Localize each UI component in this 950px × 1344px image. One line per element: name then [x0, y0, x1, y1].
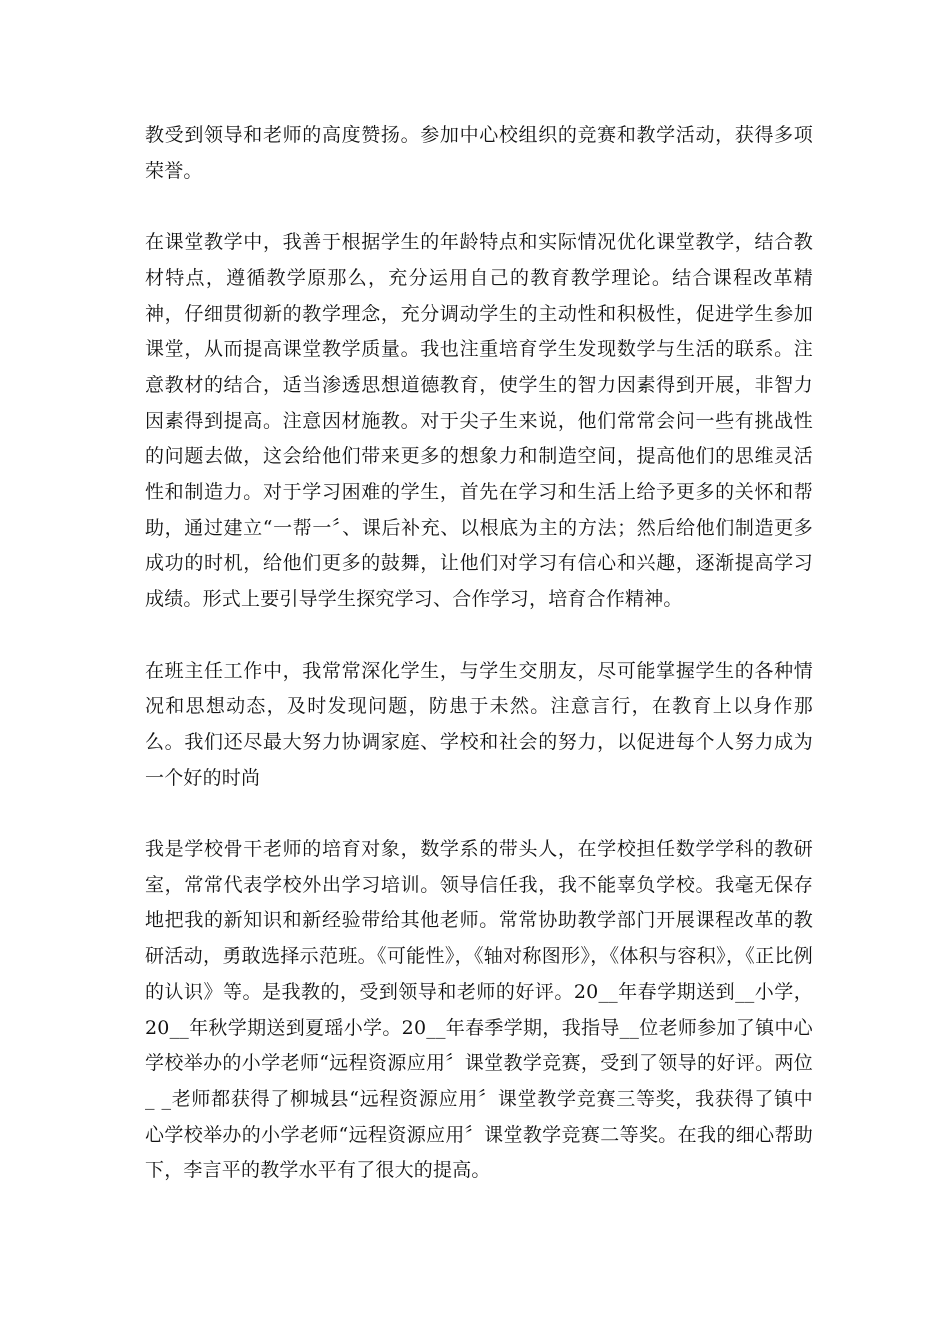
paragraph-backbone-teacher: 我是学校骨干老师的培育对象，数学系的带头人，在学校担任数学学科的教研室，常常代表学校外出学习培训。领导信任我，我不能辜负学校。我毫无保存地把我的新知识和新经验带给其他老师。常常协助教学部门开展课程改革的教研活动，勇敢选择示范班。《可能性》，《轴对称图形》，《体积与容积》，《正比例的认识》等。是我教的，受到领导和老师的好评。20__年春学期送到__小学，20__年秋学期送到夏瑶小学。20__年春季学期，我指导__位老师参加了镇中心学校举办的小学老师“远程资源应用〞课堂教学竞赛，受到了领导的好评。两位_ _老师都获得了柳城县“远程资源应用〞课堂教学竞赛三等奖，我获得了镇中心学校举办的小学老师“远程资源应用〞课堂教学竞赛二等奖。在我的细心帮助下，李言平的教学水平有了很大的提高。	[145, 838, 813, 1182]
paragraph-honors: 教受到领导和老师的高度赞扬。参加中心校组织的竞赛和教学活动，获得多项荣誉。	[145, 124, 813, 182]
paragraph-head-teacher-work: 在班主任工作中，我常常深化学生，与学生交朋友，尽可能掌握学生的各种情况和思想动态，及时发现问题，防患于未然。注意言行，在教育上以身作那么。我们还尽最大努力协调家庭、学校和社会的努力，以促进每个人努力成为一个好的时尚	[145, 659, 813, 789]
paragraph-classroom-teaching: 在课堂教学中，我善于根据学生的年龄特点和实际情况优化课堂教学，结合教材特点，遵循教学原那么，充分运用自己的教育教学理论。结合课程改革精神，仔细贯彻新的教学理念，充分调动学生的主动性和积极性，促进学生参加课堂，从而提高课堂教学质量。我也注重培育学生发现数学与生活的联系。注意教材的结合，适当渗透思想道德教育，使学生的智力因素得到开展，非智力因素得到提高。注意因材施教。对于尖子生来说，他们常常会问一些有挑战性的问题去做，这会给他们带来更多的想象力和制造空间，提高他们的思维灵活性和制造力。对于学习困难的学生，首先在学习和生活上给予更多的关怀和帮助，通过建立“一帮一〞、课后补充、以根底为主的方法；然后给他们制造更多成功的时机，给他们更多的鼓舞，让他们对学习有信心和兴趣，逐渐提高学习成绩。形式上要引导学生探究学习、合作学习，培育合作精神。	[145, 231, 813, 611]
document-body	[145, 118, 813, 1189]
